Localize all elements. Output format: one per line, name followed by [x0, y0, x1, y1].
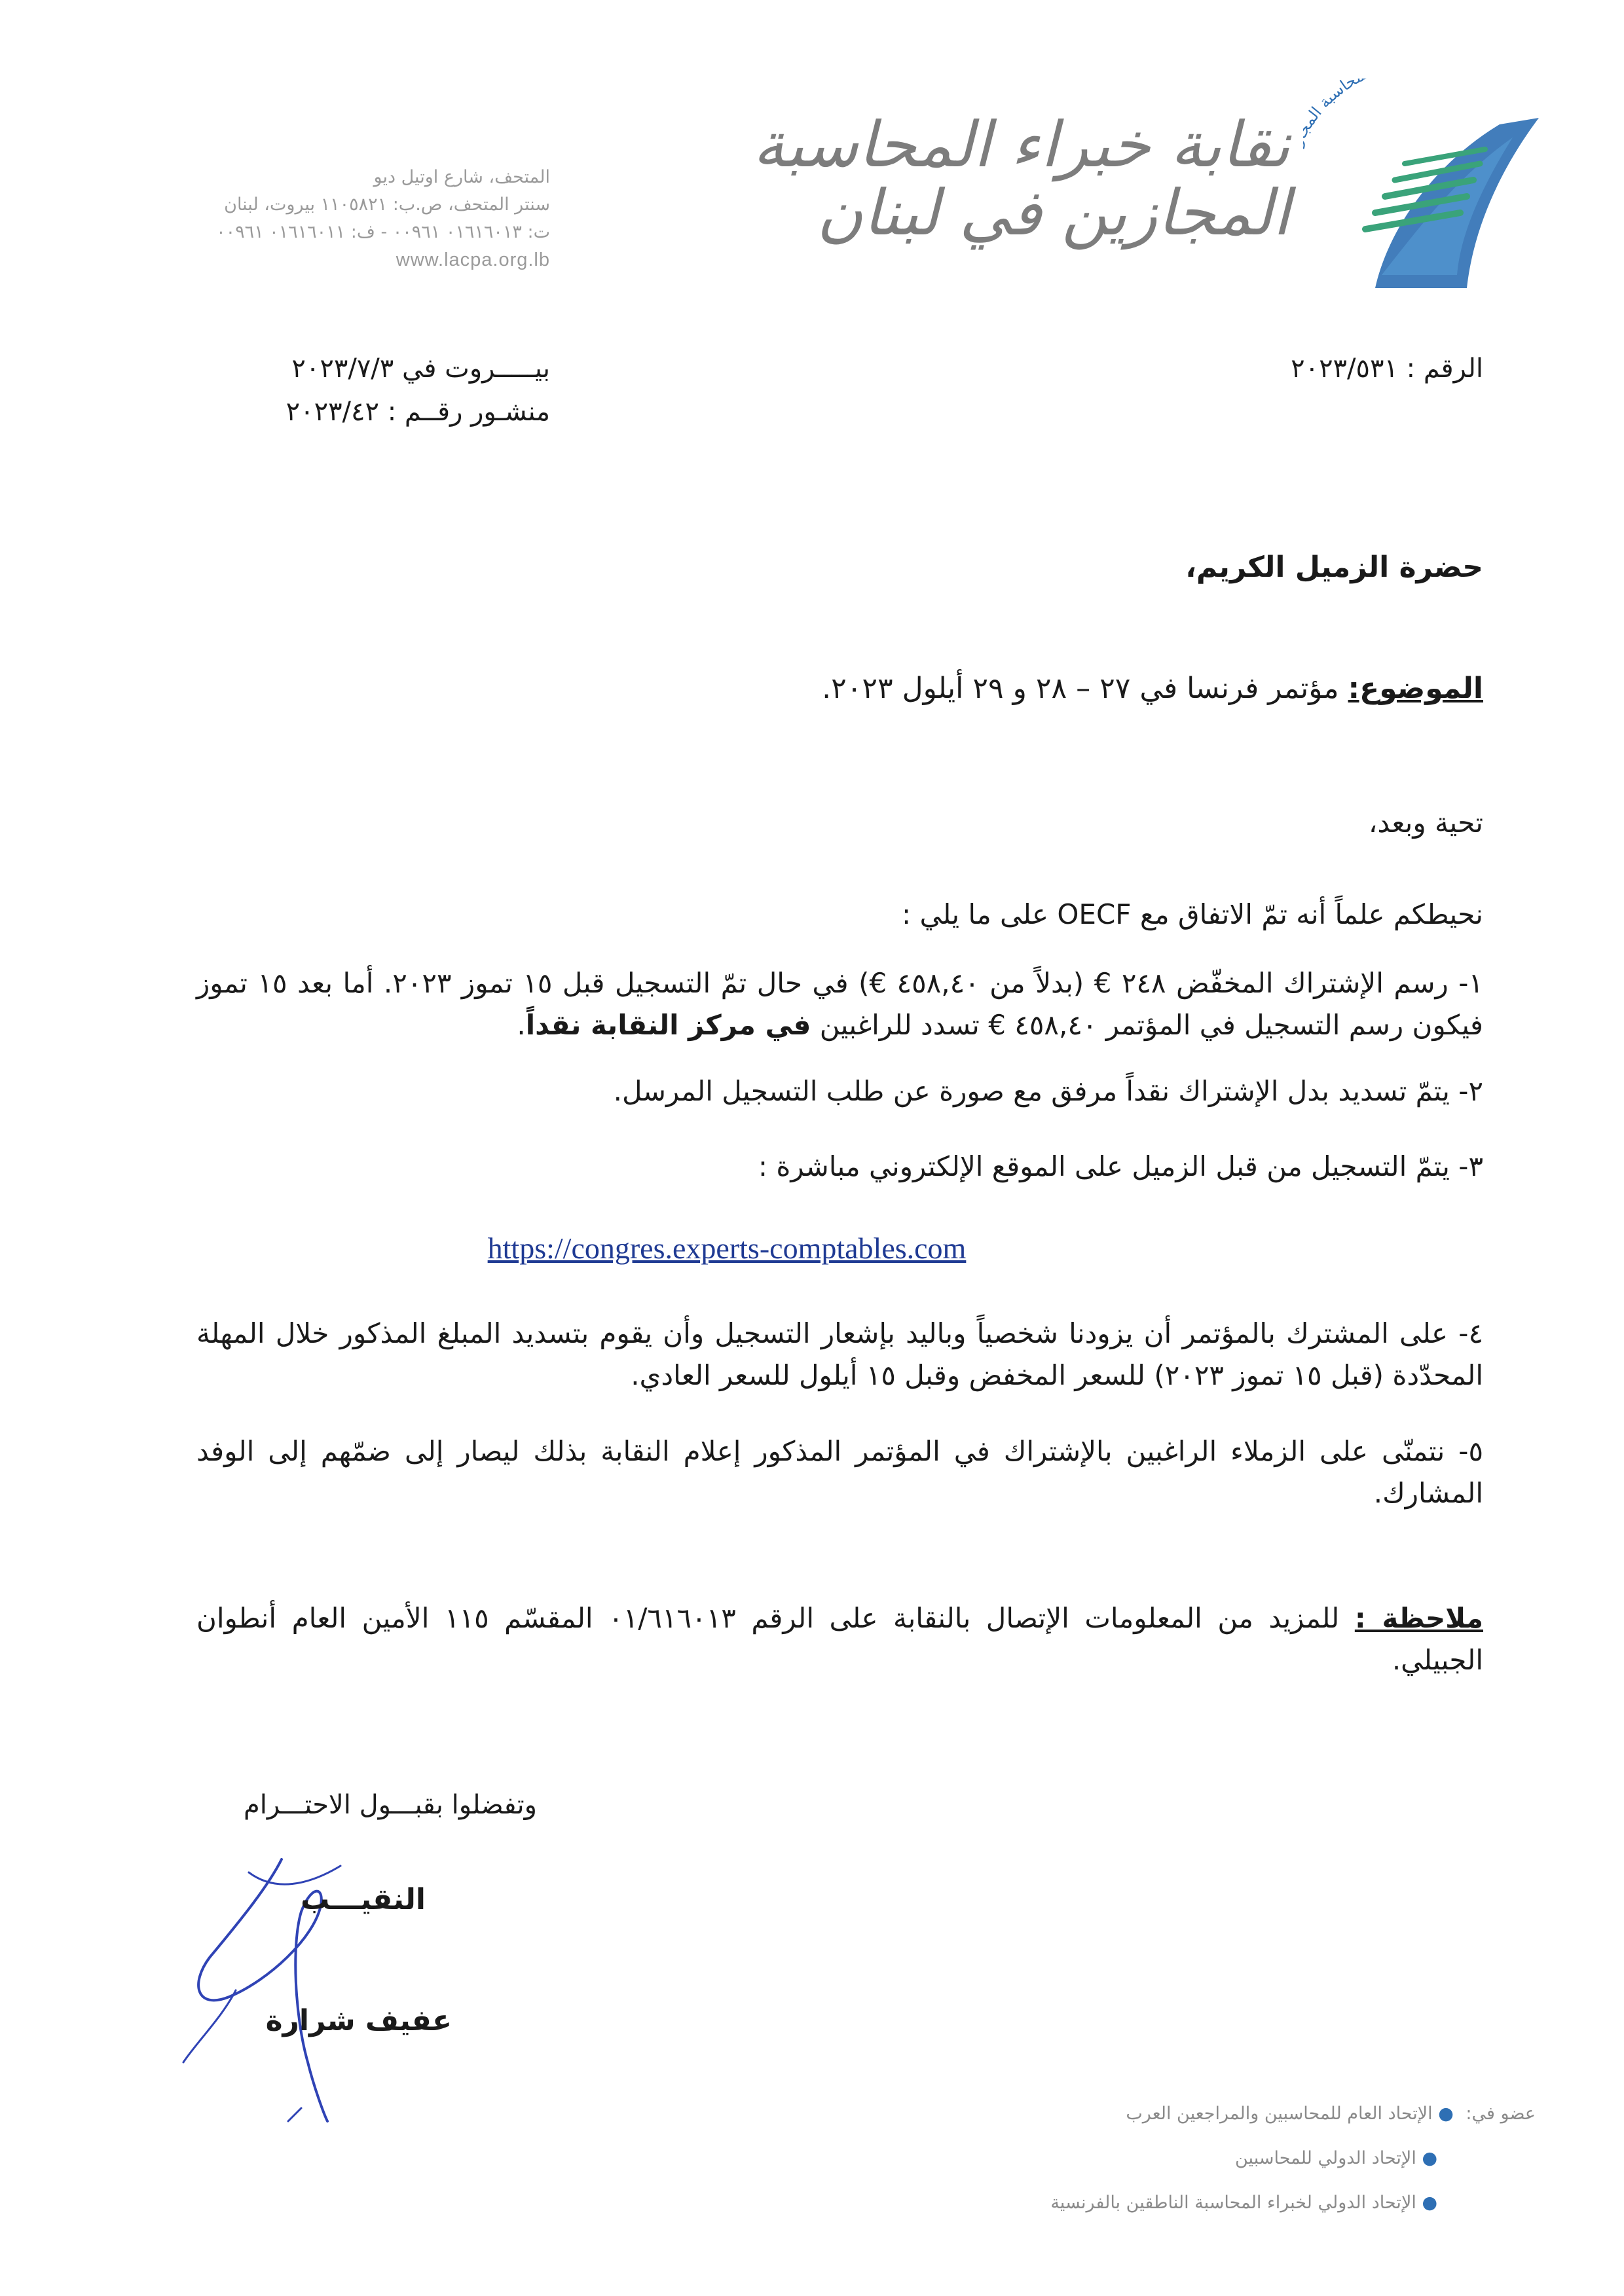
signatory-name: عفيف شرارة — [265, 2004, 452, 2037]
subject-line — [196, 668, 1483, 710]
bullet-icon: ● — [1422, 2193, 1437, 2213]
item-tail: . — [517, 1009, 526, 1041]
org-name-line2: المجازين في لبنان — [817, 175, 1290, 249]
item-number: ١- — [1448, 967, 1483, 999]
subject-label: الموضوع: — [1348, 672, 1483, 705]
item-number: ٢- — [1449, 1075, 1483, 1107]
item-emphasis: في مركز النقابة نقداً — [525, 1009, 811, 1041]
reference-number: الرقم : ٢٠٢٣/٥٣١ — [1291, 354, 1483, 384]
item-text: رسم الإشتراك المخفّض ٢٤٨ € (بدلاً من ٤٥٨,٤٠ €) في حال تمّ التسجيل قبل ١٥ تموز ٢٠٢٣. أما بعد ١٥ تموز فيكون رسم التسجيل في المؤتمر ٤٥٨,٤٠ € تسدد للراغبين — [196, 967, 1483, 1041]
intro-paragraph: نحيطكم علماً أنه تمّ الاتفاق مع OECF على ما يلي : — [901, 898, 1483, 930]
greeting: تحية وبعد، — [1368, 807, 1483, 839]
salutation: حضرة الزميل الكريم، — [1185, 551, 1483, 584]
address-block — [118, 164, 550, 274]
lacpa-logo — [1303, 79, 1552, 314]
membership-item: الإتحاد العام للمحاسبين والمراجعين العرب — [1126, 2104, 1433, 2124]
item-number: ٣- — [1449, 1150, 1483, 1182]
registration-link[interactable]: https://congres.experts-comptables.com — [487, 1231, 967, 1265]
list-item — [196, 1146, 1483, 1188]
membership-row — [851, 2136, 1536, 2181]
note-text: للمزيد من المعلومات الإتصال بالنقابة على الرقم ٠١/٦١٦٠١٣ المقسّم ١١٥ الأمين العام أنطوان الجبيلي. — [196, 1602, 1483, 1676]
list-item — [196, 1070, 1483, 1112]
membership-item: الإتحاد الدولي للمحاسبين — [1235, 2148, 1416, 2168]
bullet-icon: ● — [1438, 2104, 1454, 2124]
note-paragraph — [196, 1597, 1483, 1681]
membership-label: عضو في: — [1466, 2104, 1536, 2124]
organization-name — [752, 108, 1290, 249]
svg-text:نقابة خبراء المحاسبة المجازين: حاسبة ال — [1305, 79, 1360, 122]
list-item — [196, 1430, 1483, 1514]
circular-number: منشـور رقــم : ٢٠٢٣/٤٢ — [286, 397, 550, 427]
membership-row — [851, 2181, 1536, 2225]
address-line3: ت: ٠١٦١٦٠١٣ ٠٠٩٦١ - ف: ٠١٦١٦٠١١ ٠٠٩٦١ — [216, 222, 550, 242]
item-text: نتمنّى على الزملاء الراغبين بالإشتراك في المؤتمر المذكور إعلام النقابة بذلك ليصار إلى ضمّهم إلى الوفد المشارك. — [196, 1435, 1483, 1509]
closing-line: وتفضلوا بقبـــول الاحتـــرام — [244, 1790, 537, 1820]
subject-text: مؤتمر فرنسا في ٢٧ – ٢٨ و ٢٩ أيلول ٢٠٢٣. — [822, 672, 1348, 705]
sail-logo-icon — [1303, 79, 1552, 314]
org-name-line1: نقابة خبراء المحاسبة — [752, 108, 1290, 181]
bullet-icon: ● — [1422, 2148, 1437, 2168]
item-number: ٤- — [1448, 1317, 1483, 1349]
membership-row — [851, 2092, 1536, 2136]
item-text: يتمّ التسجيل من قبل الزميل على الموقع الإلكتروني مباشرة : — [758, 1150, 1450, 1182]
list-item — [196, 1313, 1483, 1396]
item-text: على المشترك بالمؤتمر أن يزودنا شخصياً وباليد بإشعار التسجيل وأن يقوم بتسديد المبلغ المذكور خلال المهلة المحدّدة (قبل ١٥ تموز ٢٠٢٣) للسعر المخفض وقبل ١٥ أيلول للسعر العادي. — [196, 1317, 1483, 1391]
note-label: ملاحظة : — [1354, 1602, 1483, 1634]
membership-item: الإتحاد الدولي لخبراء المحاسبة الناطقين بالفرنسية — [1050, 2193, 1416, 2213]
website-link[interactable]: www.lacpa.org.lb — [396, 249, 550, 270]
address-line2: سنتر المتحف، ص.ب: ١١٠٥٨٢١ بيروت، لبنان — [224, 194, 550, 215]
date-block — [118, 347, 550, 433]
list-item — [196, 962, 1483, 1046]
membership-list — [851, 2092, 1536, 2225]
item-number: ٥- — [1445, 1435, 1483, 1467]
address-line1: المتحف، شارع اوتيل ديو — [373, 167, 550, 187]
item-text: يتمّ تسديد بدل الإشتراك نقداً مرفق مع صورة عن طلب التسجيل المرسل. — [613, 1075, 1450, 1107]
signatory-title: النقيـــب — [301, 1883, 426, 1916]
date-line: بيـــــروت في ٢٠٢٣/٧/٣ — [291, 354, 550, 384]
